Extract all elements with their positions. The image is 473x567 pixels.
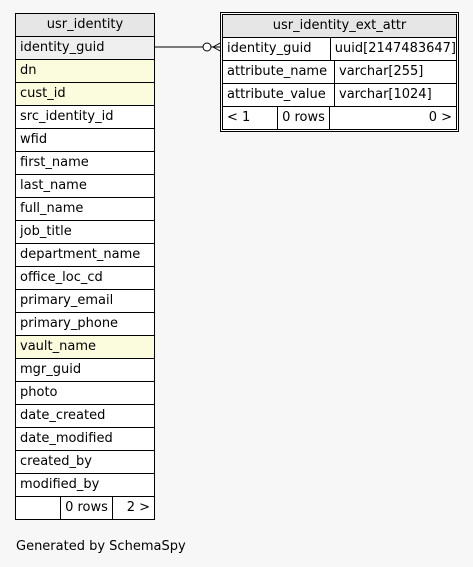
column-row[interactable]: mgr_guid	[16, 359, 154, 382]
column-row[interactable]: created_by	[16, 451, 154, 474]
column-row[interactable]: office_loc_cd	[16, 267, 154, 290]
column-row[interactable]: primary_phone	[16, 313, 154, 336]
table-title[interactable]: usr_identity	[16, 14, 154, 37]
column-row[interactable]	[223, 38, 456, 61]
table-title[interactable]: usr_identity_ext_attr	[223, 15, 456, 38]
column-row[interactable]: cust_id	[16, 83, 154, 106]
footer-row-count: 0 rows	[61, 497, 113, 519]
generated-by-caption: Generated by SchemaSpy	[16, 539, 186, 554]
footer-parents[interactable]: < 1	[223, 107, 278, 129]
usr-identity-ext-attr-table[interactable]	[220, 12, 459, 132]
column-row[interactable]	[223, 84, 456, 107]
column-type: varchar[1024]	[339, 87, 432, 102]
column-row[interactable]: primary_email	[16, 290, 154, 313]
column-row[interactable]: vault_name	[16, 336, 154, 359]
column-name: attribute_value	[223, 84, 335, 106]
column-row[interactable]: wfid	[16, 129, 154, 152]
footer-row-count: 0 rows	[278, 107, 330, 129]
column-row[interactable]: identity_guid	[16, 37, 154, 60]
column-row[interactable]: department_name	[16, 244, 154, 267]
column-type: uuid[2147483647]	[334, 41, 456, 56]
column-row[interactable]: date_created	[16, 405, 154, 428]
table-footer	[16, 497, 154, 519]
column-row[interactable]: last_name	[16, 175, 154, 198]
column-row[interactable]: dn	[16, 60, 154, 83]
usr-identity-table[interactable]	[15, 13, 155, 520]
column-name: attribute_name	[223, 61, 335, 83]
column-row[interactable]: src_identity_id	[16, 106, 154, 129]
column-row[interactable]: full_name	[16, 198, 154, 221]
footer-children[interactable]: 2 >	[126, 500, 150, 515]
column-row[interactable]: first_name	[16, 152, 154, 175]
column-name: identity_guid	[223, 38, 331, 60]
column-type: varchar[255]	[339, 64, 424, 79]
footer-parents	[16, 497, 61, 519]
table-footer	[223, 107, 456, 129]
column-row[interactable]: modified_by	[16, 474, 154, 497]
column-row[interactable]	[223, 61, 456, 84]
footer-children: 0 >	[428, 110, 452, 125]
column-row[interactable]: job_title	[16, 221, 154, 244]
column-row[interactable]: photo	[16, 382, 154, 405]
column-row[interactable]: date_modified	[16, 428, 154, 451]
